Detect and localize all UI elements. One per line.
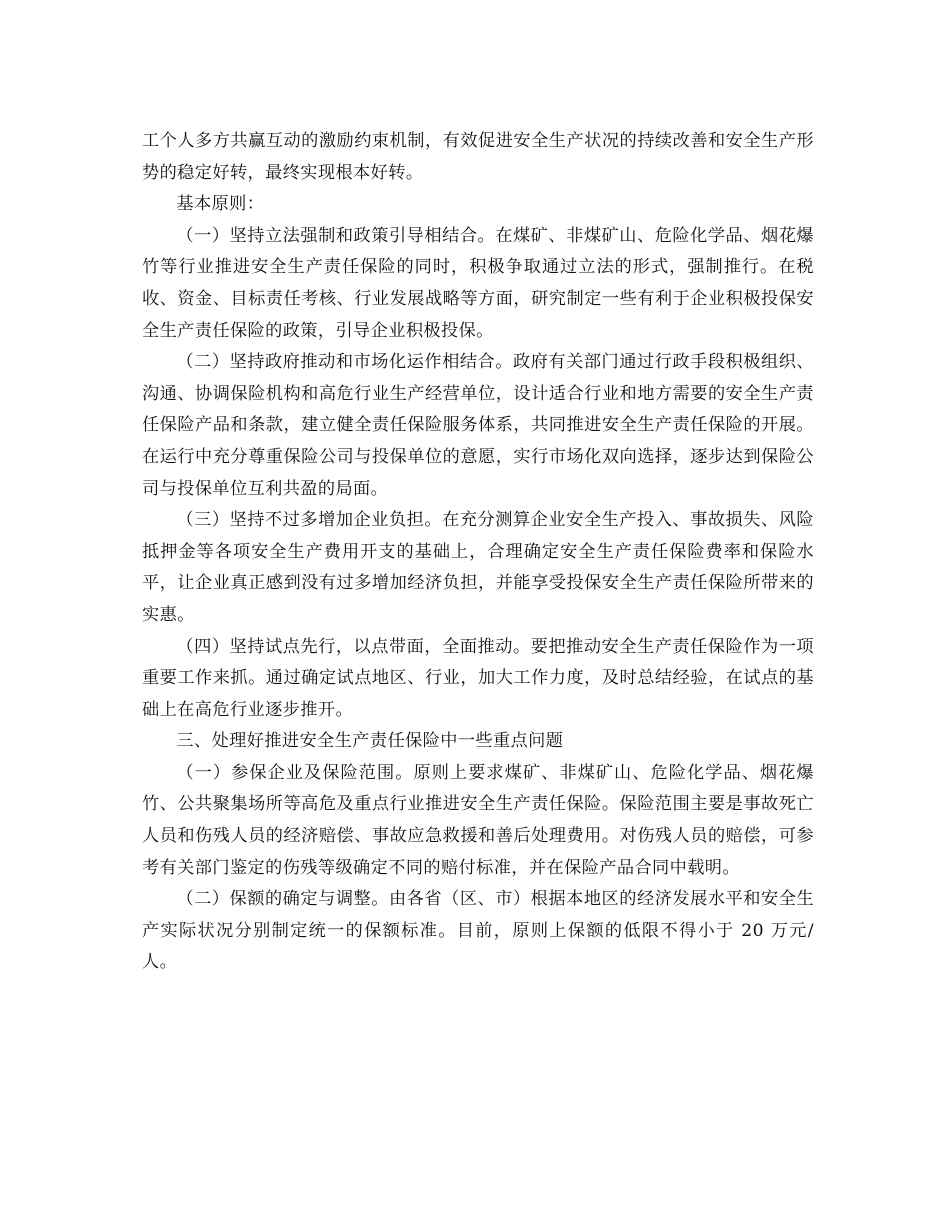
paragraph-principle-3: （三）坚持不过多增加企业负担。在充分测算企业安全生产投入、事故损失、风险抵押金等各项安全生产费用开支的基础上，合理确定安全生产责任保险费率和保险水平，让企业真正感到没有过多增加经济负担，并能享受投保安全生产责任保险所带来的实惠。 (142, 510, 814, 625)
paragraph-basic-principles-heading: 基本原则： (176, 194, 265, 215)
paragraph-continuation: 工个人多方共赢互动的激励约束机制，有效促进安全生产状况的持续改善和安全生产形势的稳定好转，最终实现根本好转。 (142, 131, 814, 183)
paragraph-principle-4: （四）坚持试点先行，以点带面，全面推动。要把推动安全生产责任保险作为一项重要工作来抓。通过确定试点地区、行业，加大工作力度，及时总结经验，在试点的基础上在高危行业逐步推开。 (142, 636, 814, 720)
document-body (142, 126, 814, 979)
paragraph-issue-1: （一）参保企业及保险范围。原则上要求煤矿、非煤矿山、危险化学品、烟花爆竹、公共聚集场所等高危及重点行业推进安全生产责任保险。保险范围主要是事故死亡人员和伤残人员的经济赔偿、事故应急救援和善后处理费用。对伤残人员的赔偿，可参考有关部门鉴定的伤残等级确定不同的赔付标准，并在保险产品合同中载明。 (142, 762, 814, 878)
section-heading-3: 三、处理好推进安全生产责任保险中一些重点问题 (176, 731, 564, 752)
paragraph-principle-2: （二）坚持政府推动和市场化运作相结合。政府有关部门通过行政手段积极组织、沟通、协调保险机构和高危行业生产经营单位，设计适合行业和地方需要的安全生产责任保险产品和条款，建立健全责任保险服务体系，共同推进安全生产责任保险的开展。在运行中充分尊重保险公司与投保单位的意愿，实行市场化双向选择，逐步达到保险公司与投保单位互利共盈的局面。 (142, 352, 814, 499)
paragraph-principle-1: （一）坚持立法强制和政策引导相结合。在煤矿、非煤矿山、危险化学品、烟花爆竹等行业推进安全生产责任保险的同时，积极争取通过立法的形式，强制推行。在税收、资金、目标责任考核、行业发展战略等方面，研究制定一些有利于企业积极投保安全生产责任保险的政策，引导企业积极投保。 (142, 225, 814, 341)
paragraph-issue-2: （二）保额的确定与调整。由各省（区、市）根据本地区的经济发展水平和安全生产实际状况分别制定统一的保额标准。目前，原则上保额的低限不得小于 20 万元/人。 (142, 889, 814, 973)
